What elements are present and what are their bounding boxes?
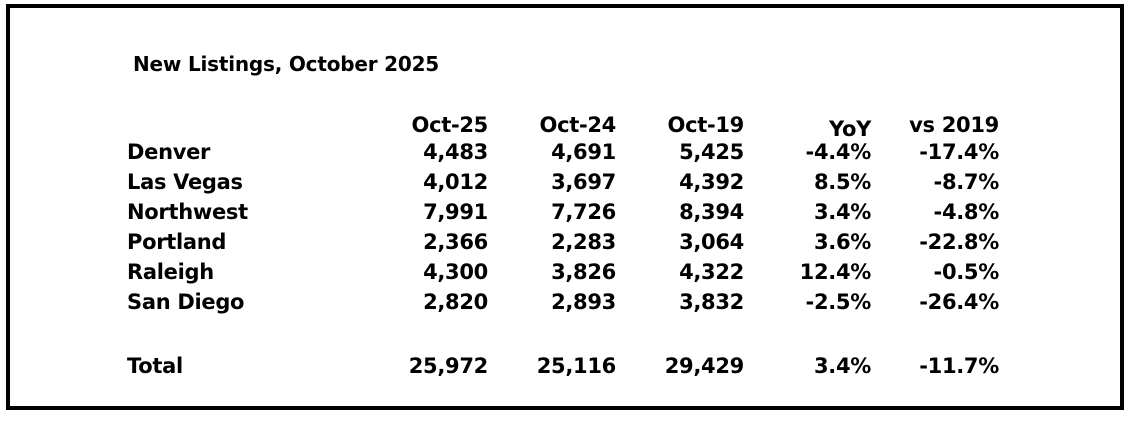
table-cell: 7,726 [551, 200, 616, 224]
table-cell: 2,820 [423, 290, 488, 314]
table-title: New Listings, October 2025 [133, 52, 440, 76]
table-row [10, 137, 1128, 167]
total-cell: -11.7% [919, 354, 999, 378]
table-cell: 4,691 [551, 140, 616, 164]
table-cell: -26.4% [919, 290, 999, 314]
table-cell: 4,012 [423, 170, 488, 194]
table-cell: -4.4% [805, 140, 871, 164]
table-cell: 3,826 [551, 260, 616, 284]
total-row [10, 351, 1128, 381]
table-row [10, 287, 1128, 317]
table-cell: 3.4% [813, 200, 871, 224]
table-cell: -0.5% [933, 260, 999, 284]
table-cell: -4.8% [933, 200, 999, 224]
table-row [10, 197, 1128, 227]
table-cell: -2.5% [805, 290, 871, 314]
column-header: YoY [828, 117, 871, 141]
column-header: Oct-25 [411, 113, 488, 137]
table-cell: 4,483 [423, 140, 488, 164]
table-cell: 3,832 [679, 290, 744, 314]
table-cell: 3.6% [813, 230, 871, 254]
row-label: Northwest [127, 200, 248, 224]
column-header: Oct-24 [539, 113, 616, 137]
table-cell: 2,893 [551, 290, 616, 314]
table-cell: 2,283 [551, 230, 616, 254]
table-row [10, 257, 1128, 287]
total-cell: 3.4% [813, 354, 871, 378]
table-cell: -22.8% [919, 230, 999, 254]
table-cell: 3,064 [679, 230, 744, 254]
row-label: Las Vegas [127, 170, 243, 194]
column-header: vs 2019 [909, 113, 999, 137]
column-header: Oct-19 [667, 113, 744, 137]
table-cell: 12.4% [799, 260, 871, 284]
row-label: San Diego [127, 290, 245, 314]
table-cell: -17.4% [919, 140, 999, 164]
table-cell: 4,300 [423, 260, 488, 284]
total-cell: 25,116 [536, 354, 616, 378]
table-cell: 2,366 [423, 230, 488, 254]
header-row [10, 110, 1128, 140]
total-cell: 29,429 [664, 354, 744, 378]
table-row [10, 227, 1128, 257]
total-label: Total [127, 354, 183, 378]
table-cell: 8.5% [813, 170, 871, 194]
table-cell: 4,322 [679, 260, 744, 284]
table-cell: 5,425 [679, 140, 744, 164]
row-label: Portland [127, 230, 227, 254]
table-cell: 7,991 [423, 200, 488, 224]
table-cell: -8.7% [933, 170, 999, 194]
table-row [10, 167, 1128, 197]
table-cell: 3,697 [551, 170, 616, 194]
table-cell: 8,394 [679, 200, 744, 224]
row-label: Raleigh [127, 260, 214, 284]
table-frame [6, 4, 1124, 410]
row-label: Denver [127, 140, 211, 164]
total-cell: 25,972 [408, 354, 488, 378]
table-cell: 4,392 [679, 170, 744, 194]
